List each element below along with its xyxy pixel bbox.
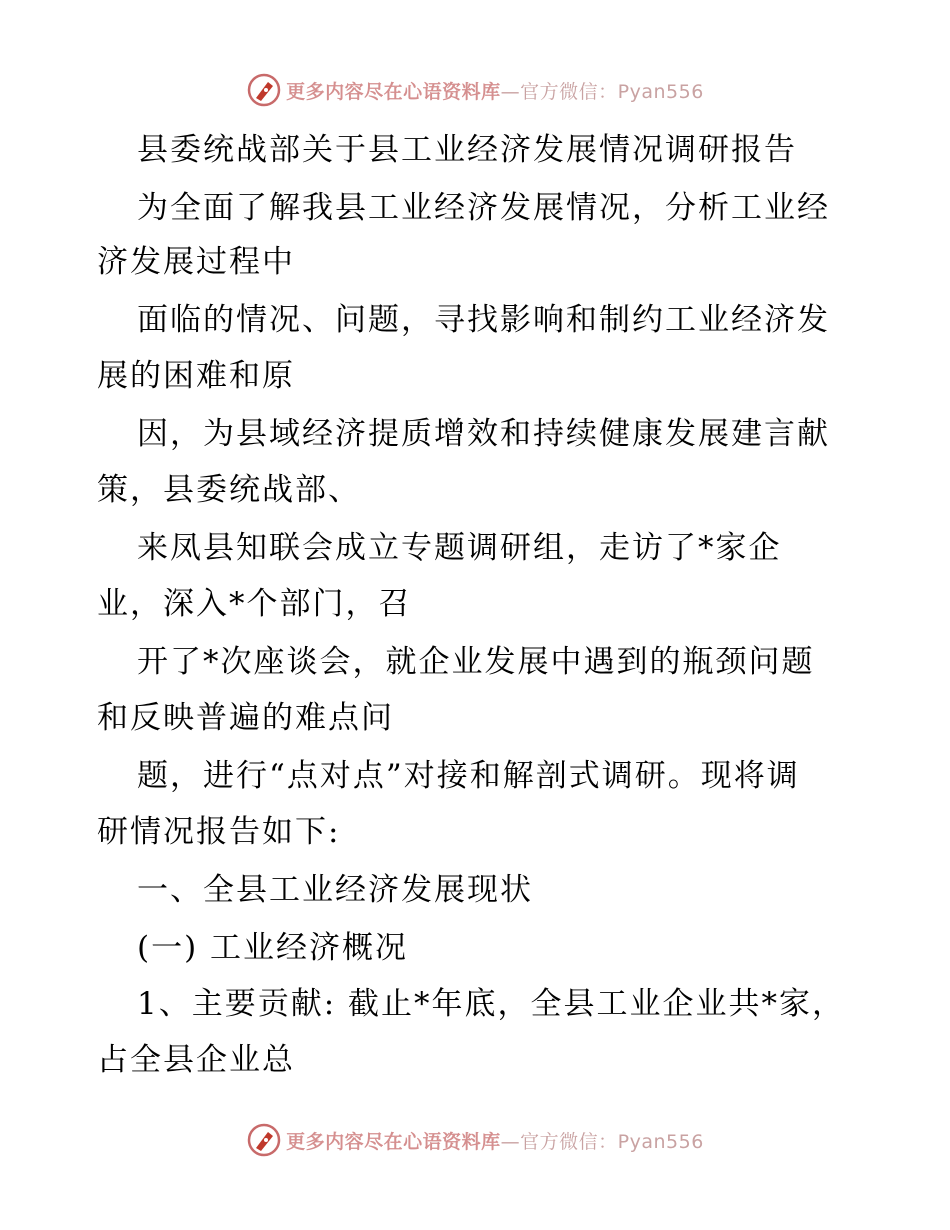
paragraph-line: 业，深入*个部门，召 xyxy=(97,586,412,622)
watermark-header xyxy=(0,70,950,110)
paragraph-line: 1、主要贡献: 截止*年底，全县工业企业共*家， xyxy=(137,986,846,1022)
paragraph-line: 因，为县域经济提质增效和持续健康发展建言献 xyxy=(137,416,830,452)
watermark-text: 更多内容尽在心语资料库—官方微信：Pyan556 xyxy=(286,1130,704,1153)
section-heading: 一、全县工业经济发展现状 xyxy=(137,872,533,908)
paragraph-line: 策，县委统战部、 xyxy=(97,472,361,508)
subsection-heading: (一) 工业经济概况 xyxy=(137,930,409,966)
paragraph-line: 为全面了解我县工业经济发展情况，分析工业经 xyxy=(137,190,830,226)
paragraph-line: 和反映普遍的难点问 xyxy=(97,700,394,736)
paragraph-line: 占全县企业总 xyxy=(97,1042,295,1078)
paragraph-line: 济发展过程中 xyxy=(97,244,295,280)
paragraph-line: 面临的情况、问题，寻找影响和制约工业经济发 xyxy=(137,302,830,338)
paragraph-line: 研情况报告如下: xyxy=(97,814,341,850)
watermark-text: 更多内容尽在心语资料库—官方微信：Pyan556 xyxy=(286,80,704,103)
paragraph-line: 展的困难和原 xyxy=(97,358,295,394)
pen-nib-logo-icon xyxy=(246,1122,282,1158)
document-title: 县委统战部关于县工业经济发展情况调研报告 xyxy=(137,132,797,168)
paragraph-line: 来凤县知联会成立专题调研组，走访了*家企 xyxy=(137,530,782,566)
paragraph-line: 题，进行“点对点”对接和解剖式调研。现将调 xyxy=(137,758,800,794)
pen-nib-logo-icon xyxy=(246,72,282,108)
watermark-footer xyxy=(0,1120,950,1160)
paragraph-line: 开了*次座谈会，就企业发展中遇到的瓶颈问题 xyxy=(137,644,815,680)
